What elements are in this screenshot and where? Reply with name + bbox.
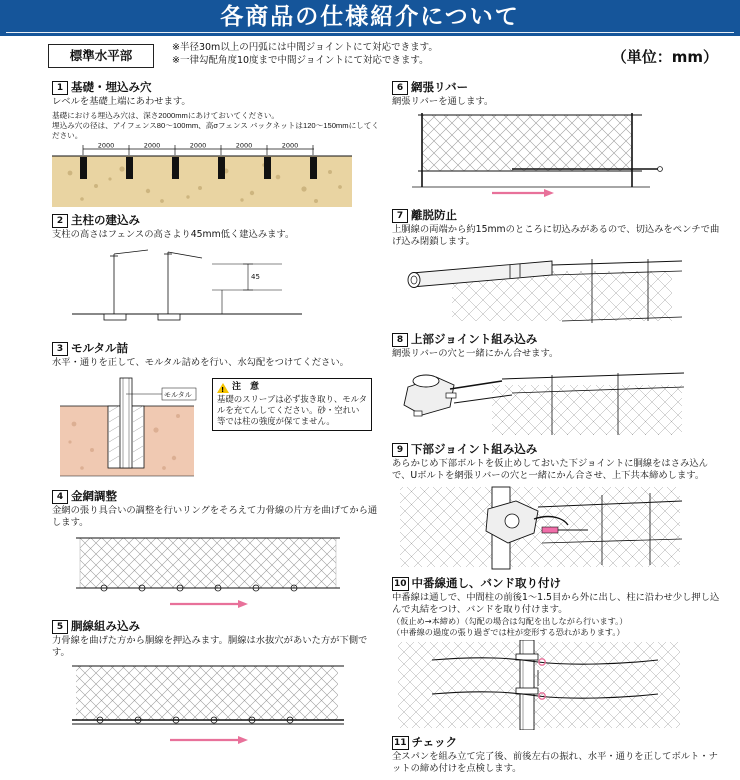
- section-11-number: 11: [394, 738, 407, 748]
- section-10-desc-3: （中番線の過度の張り過ぎでは柱が変形する恐れがあります。）: [392, 626, 625, 637]
- figure-4-mesh-adjust: [52, 532, 382, 614]
- section-10: [392, 576, 722, 730]
- section-8: [392, 332, 722, 437]
- warning-box: [212, 378, 372, 431]
- section-7-title: [392, 208, 722, 223]
- figure-2-dim: 45: [251, 273, 260, 281]
- page-header: [0, 0, 740, 36]
- warning-header: [217, 382, 367, 393]
- svg-text:2000: 2000: [143, 141, 161, 150]
- section-2-number: 2: [52, 214, 68, 228]
- section-11: [392, 735, 722, 775]
- section-3-desc: 水平・通りを正して、モルタル詰めを行い、水勾配をつけてください。: [52, 357, 349, 368]
- standard-section-badge: 標準水平部: [48, 44, 154, 68]
- section-5-label: 胴線組み込み: [71, 619, 140, 633]
- section-9-number: 9: [392, 443, 408, 457]
- svg-text:2000: 2000: [235, 141, 253, 150]
- figure-10-middle-wire: [392, 640, 722, 730]
- figure-3-mortar: [52, 372, 382, 484]
- warning-text: 基礎のスリーブは必ず抜き取り、モルタルを充てんしてください。砂・空れい等では柱の強度が保てません。: [217, 394, 367, 426]
- figure-3-svg: [52, 372, 202, 482]
- figure-9-lower-joint: [392, 485, 722, 571]
- section-6: [392, 80, 722, 203]
- figure-7-svg: [392, 251, 692, 327]
- right-column: [392, 80, 722, 780]
- section-5-number: 5: [52, 620, 68, 634]
- figure-6-arrow: [492, 189, 554, 197]
- warning-title: 注 意: [232, 382, 260, 392]
- figure-7-detachment-prevention: [392, 251, 722, 327]
- section-7-desc: 上胴線の両端から約15mmのところに切込みがあるので、切込みをペンチで曲げ込み閉鎖します。: [392, 224, 720, 247]
- figure-1-svg: [52, 141, 352, 207]
- section-11-label: チェック: [411, 735, 458, 749]
- section-2-desc: 支柱の高さはフェンスの高さより45mm低く建込みます。: [52, 229, 295, 240]
- section-2-label: 主柱の建込み: [71, 213, 140, 227]
- section-6-number: 6: [392, 81, 408, 95]
- section-5-desc: 力骨線を曲げた方から胴線を押込みます。胴線は水抜穴があいた方が下側です。: [52, 635, 368, 658]
- figure-10-svg: [392, 640, 692, 730]
- figure-1-foundation: [52, 111, 382, 207]
- figure-6-bar-threading: [392, 111, 722, 203]
- section-6-label: 網張リバー: [411, 80, 469, 94]
- figure-6-svg: [392, 111, 692, 203]
- svg-text:2000: 2000: [281, 141, 299, 150]
- svg-text:2000: 2000: [189, 141, 207, 150]
- figure-8-svg: [392, 363, 692, 437]
- section-10-title: [392, 576, 722, 591]
- section-11-desc: 全スパンを組み立て完了後、前後左右の振れ、水平・通りを正してボルト・ナットの締め付けを点検します。: [392, 751, 718, 774]
- page-title: 各商品の仕様紹介について: [220, 4, 520, 30]
- section-7: [392, 208, 722, 327]
- section-4-number: 4: [52, 490, 68, 504]
- section-6-desc: 網張リバーを通します。: [392, 96, 494, 107]
- section-7-label: 離脱防止: [411, 208, 457, 222]
- figure-2-svg: [52, 244, 352, 336]
- section-10-desc: [392, 592, 722, 637]
- figure-1-note-1: 基礎における埋込み穴は、深さ2000mmにあけておいてください。: [52, 111, 279, 120]
- top-note-2: ※一律勾配角度10度まで中間ジョイントにて対応できます。: [172, 54, 429, 66]
- section-8-number: 8: [392, 333, 408, 347]
- figure-2-post-installation: [52, 244, 382, 336]
- figure-5-arrow: [170, 736, 248, 744]
- section-11-title: [392, 735, 722, 750]
- section-4-desc: 金網の張り具合いの調整を行いリングをそろえて力骨線の片方を曲げてから通します。: [52, 505, 378, 528]
- section-9-desc: あらかじめ下部ボルトを仮止めしておいた下ジョイントに胴線をはさみ込んで、Uボルトを網張リバーの穴と一緒にかん合させ、上下共本締めします。: [392, 458, 708, 481]
- section-9-title: [392, 442, 722, 457]
- section-1-desc: レベルを基礎上端にあわせます。: [52, 96, 191, 107]
- section-9-label: 下部ジョイント組み込み: [411, 442, 538, 456]
- section-9: [392, 442, 722, 571]
- section-10-desc-2: （仮止め→本締め）（勾配の場合は勾配を出しながら行います。）: [392, 616, 628, 626]
- section-2-title: [52, 213, 382, 228]
- section-7-number: 7: [392, 209, 408, 223]
- left-column: [52, 80, 382, 759]
- figure-4-arrow: [170, 600, 248, 608]
- section-8-title: [392, 332, 722, 347]
- section-6-title: [392, 80, 722, 95]
- header-underline: [6, 32, 734, 33]
- section-5-title: [52, 619, 382, 634]
- section-8-label: 上部ジョイント組み込み: [411, 332, 538, 346]
- section-3-title: [52, 341, 382, 356]
- svg-text:2000: 2000: [97, 141, 115, 150]
- figure-8-upper-joint: [392, 363, 722, 437]
- section-2: [52, 213, 382, 336]
- section-5: [52, 619, 382, 754]
- unit-label: （単位：mm）: [611, 48, 718, 66]
- figure-5-wire-assembly: [52, 662, 382, 754]
- figure-1-note-2: 埋込み穴の径は、アイフェンス80〜100mm、高σフェンス バックネットは120〜150mmにしてください。: [52, 121, 379, 140]
- section-1: [52, 80, 382, 207]
- figure-5-svg: [52, 662, 362, 754]
- section-8-desc: 網張リバーの穴と一緒にかん合せます。: [392, 348, 559, 359]
- section-4-title: [52, 489, 382, 504]
- figure-4-svg: [52, 532, 362, 614]
- section-4-label: 金網調整: [71, 489, 117, 503]
- section-3-number: 3: [52, 342, 68, 356]
- top-note-1: ※半径30m以上の円弧には中間ジョイントにて対応できます。: [172, 42, 438, 53]
- section-1-label: 基礎・埋込み穴: [71, 80, 152, 94]
- section-3-label: モルタル詰: [71, 341, 129, 355]
- section-3: [52, 341, 382, 484]
- section-1-title: [52, 80, 382, 95]
- section-10-number: 10: [394, 579, 407, 589]
- section-10-desc-1: 中番線は通しで、中間柱の前後1〜1.5目から外に出し、柱に沿わせ少し押し込んで丸結をつけ、バンドを取り付けます。: [392, 592, 720, 615]
- top-notes: [172, 42, 490, 67]
- section-1-number: 1: [52, 81, 68, 95]
- section-4: [52, 489, 382, 614]
- section-10-label: 中番線通し、バンド取り付け: [411, 576, 562, 590]
- figure-3-label: モルタル: [164, 391, 192, 399]
- figure-9-svg: [392, 485, 692, 571]
- warning-triangle-icon: [217, 383, 229, 393]
